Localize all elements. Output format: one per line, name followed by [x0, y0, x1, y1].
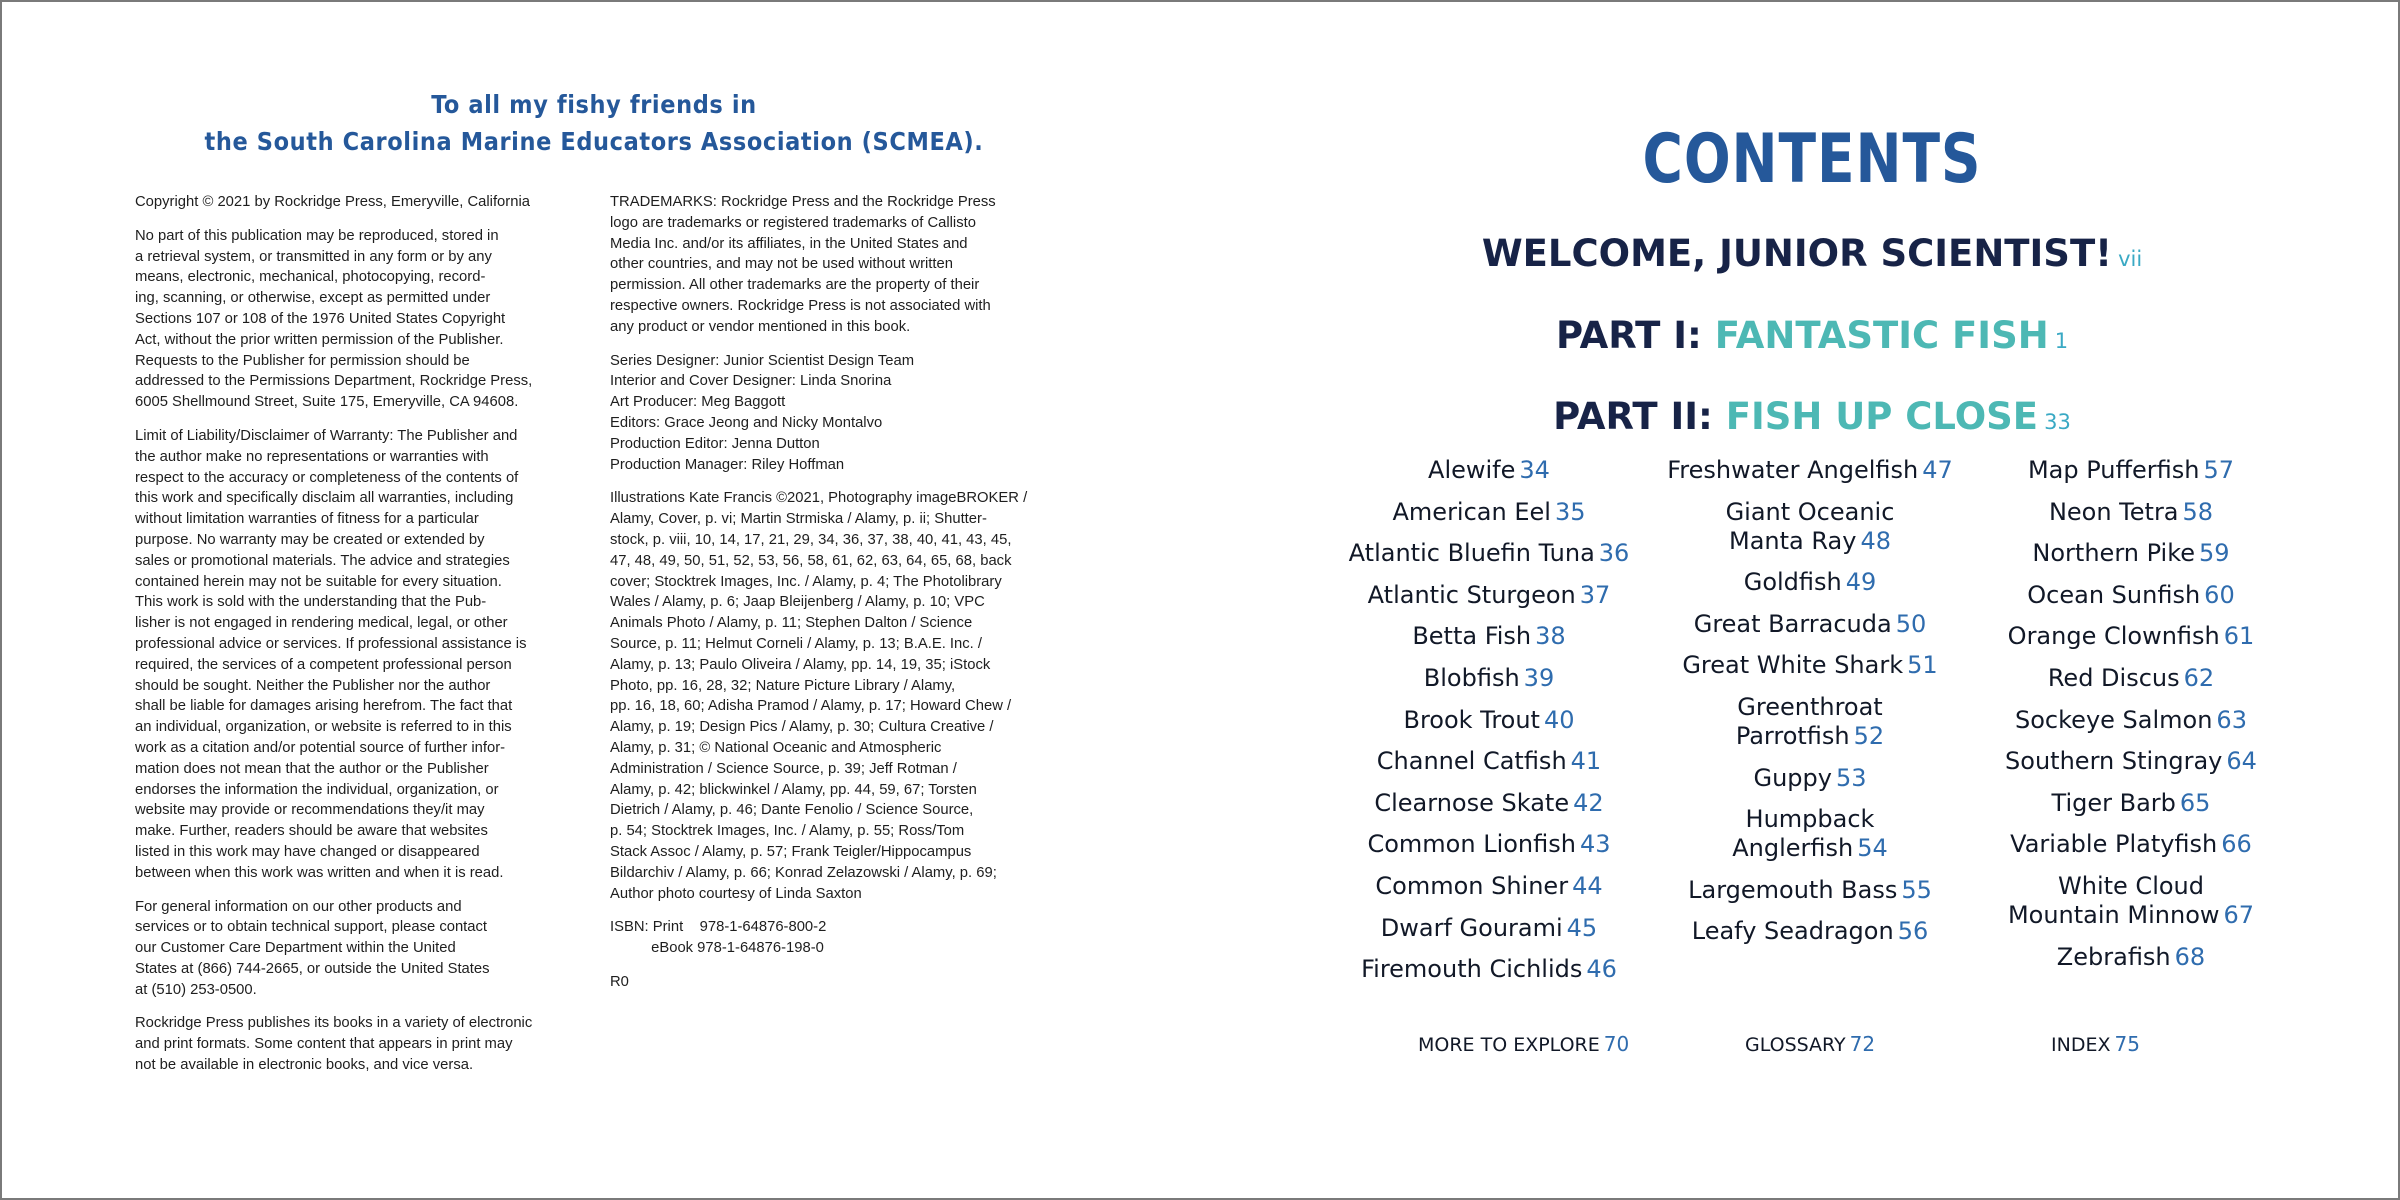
text-line: services or to obtain technical support, please contact — [135, 919, 488, 936]
toc-fish-entry[interactable] — [1339, 581, 1639, 610]
toc-fish-page: 63 — [2216, 705, 2247, 734]
toc-fish-name: Mountain Minnow — [2007, 900, 2220, 929]
text-line: purpose. No warranty may be created or extended by — [135, 531, 485, 548]
toc-fish-entry[interactable] — [1981, 498, 2281, 527]
toc-fish-name: Alewife — [1428, 456, 1516, 484]
toc-fish-entry[interactable] — [1981, 943, 2281, 972]
toc-fish-name: Orange Clownfish — [2007, 622, 2220, 651]
toc-index-label: INDEX — [2051, 1034, 2111, 1056]
toc-fish-page: 41 — [1570, 747, 1602, 776]
toc-fish-entry[interactable] — [1339, 664, 1639, 693]
toc-fish-entry[interactable] — [1981, 872, 2281, 930]
toc-index-page: 75 — [2114, 1032, 2140, 1056]
toc-fish-page: 35 — [1554, 497, 1586, 526]
toc-fish-name: Neon Tetra — [2048, 497, 2179, 526]
text-line: and print formats. Some content that appears in print may — [135, 1036, 513, 1053]
toc-fish-name: Humpback — [1745, 805, 1875, 834]
toc-fish-page: 38 — [1535, 622, 1566, 651]
text-line: between when this work was written and when it is read. — [135, 864, 504, 881]
toc-fish-page: 52 — [1853, 721, 1885, 750]
toc-fish-name: Largemouth Bass — [1688, 875, 1898, 904]
toc-fish-name: Firemouth Cichlids — [1361, 955, 1583, 984]
text-line: ing, scanning, or otherwise, except as permitted under — [135, 290, 491, 307]
toc-fish-entry[interactable] — [1339, 914, 1639, 943]
toc-fish-name: Goldfish — [1743, 568, 1842, 597]
text-line: other countries, and may not be used without written — [610, 256, 953, 273]
text-line: eBook 978-1-64876-198-0 — [610, 940, 824, 957]
toc-fish-page: 45 — [1566, 913, 1598, 942]
toc-part-2-title: FISH UP CLOSE — [1725, 395, 2039, 438]
toc-part-1-page: 1 — [2054, 329, 2069, 353]
text-line: not be available in electronic books, and vice versa. — [135, 1057, 474, 1074]
toc-fish-name: Atlantic Sturgeon — [1367, 580, 1576, 609]
text-line: Series Designer: Junior Scientist Design Team — [610, 352, 915, 369]
copyright-notice: Copyright © 2021 by Rockridge Press, Emeryville, California — [135, 194, 530, 210]
toc-fish-name: Freshwater Angelfish — [1667, 456, 1919, 484]
toc-fish-column-3 — [1981, 456, 2281, 984]
text-line: at (510) 253-0500. — [135, 981, 257, 998]
text-line: Alamy, p. 13; Paulo Oliveira / Alamy, pp. 14, 19, 35; iStock — [610, 656, 991, 673]
toc-part-1-prefix: PART I: — [1555, 314, 1702, 357]
toc-fish-page: 57 — [2203, 456, 2235, 484]
text-line: Interior and Cover Designer: Linda Snorina — [610, 373, 892, 390]
toc-fish-name: Manta Ray — [1729, 526, 1857, 555]
text-line: Source, p. 11; Helmut Corneli / Alamy, p. 13; B.A.E. Inc. / — [610, 635, 983, 652]
toc-fish-column-1 — [1339, 456, 1639, 997]
toc-more-to-explore-page: 70 — [1603, 1032, 1630, 1056]
toc-fish-page: 51 — [1907, 651, 1938, 680]
toc-more-to-explore[interactable] — [1418, 1030, 1629, 1059]
toc-fish-name: Greenthroat — [1737, 692, 1883, 721]
toc-welcome-page: vii — [2118, 247, 2143, 271]
toc-fish-page: 43 — [1579, 830, 1611, 859]
dedication — [132, 86, 1056, 160]
text-line: ISBN: Print 978-1-64876-800-2 — [610, 919, 827, 936]
text-line: TRADEMARKS: Rockridge Press and the Rockridge Press — [610, 194, 996, 210]
toc-fish-page: 55 — [1901, 875, 1932, 904]
text-line: contained herein may not be suitable for every situation. — [135, 573, 502, 590]
toc-fish-page: 60 — [2204, 580, 2235, 609]
toc-fish-page: 61 — [2223, 622, 2255, 651]
toc-fish-page: 36 — [1598, 539, 1630, 568]
toc-fish-name: American Eel — [1392, 497, 1551, 526]
text-line: respective owners. Rockridge Press is not associated with — [610, 297, 991, 314]
text-line: Alamy, p. 31; © National Oceanic and Atmospheric — [610, 739, 942, 756]
toc-fish-page: 47 — [1922, 456, 1953, 484]
toc-fish-name: Zebrafish — [2056, 942, 2171, 971]
toc-fish-entry[interactable] — [1660, 876, 1960, 905]
toc-fish-entry[interactable] — [1981, 706, 2281, 735]
text-line: States at (866) 744-2665, or outside the United States — [135, 960, 490, 977]
text-line: required, the services of a competent professional person — [135, 656, 512, 673]
toc-fish-entry[interactable] — [1339, 872, 1639, 901]
text-line: 6005 Shellmound Street, Suite 175, Emeryville, CA 94608. — [135, 394, 519, 411]
text-line: logo are trademarks or registered trademarks of Callisto — [610, 214, 976, 231]
toc-fish-page: 50 — [1895, 609, 1927, 638]
toc-fish-name: Channel Catfish — [1376, 747, 1567, 776]
text-line: Limit of Liability/Disclaimer of Warranty: The Publisher and — [135, 427, 518, 444]
toc-part-2-page: 33 — [2044, 410, 2071, 434]
toc-fish-entry[interactable] — [1339, 456, 1639, 485]
text-line: should be sought. Neither the Publisher nor the author — [135, 677, 491, 694]
text-line: permission. All other trademarks are the property of their — [610, 277, 980, 294]
text-line: Dietrich / Alamy, p. 46; Dante Fenolio / Science Source, — [610, 802, 974, 819]
toc-fish-page: 66 — [2221, 830, 2252, 859]
text-line: endorses the information the individual, organization, or — [135, 781, 499, 798]
toc-fish-page: 37 — [1579, 580, 1611, 609]
toc-fish-entry[interactable] — [1660, 764, 1960, 793]
text-line: sales or promotional materials. The advice and strategies — [135, 552, 510, 569]
text-line: Bildarchiv / Alamy, p. 66; Konrad Zelazowski / Alamy, p. 69; — [610, 864, 997, 881]
text-line: Illustrations Kate Francis ©2021, Photography imageBROKER / — [610, 490, 1028, 507]
text-line: stock, p. viii, 10, 14, 17, 21, 29, 34, 36, 37, 38, 40, 41, 43, 45, — [610, 531, 1012, 548]
text-line: Animals Photo / Alamy, p. 11; Stephen Dalton / Science — [610, 615, 973, 632]
copyright-column-left — [135, 192, 585, 1089]
toc-fish-page: 46 — [1586, 955, 1617, 984]
toc-fish-name: Dwarf Gourami — [1380, 913, 1563, 942]
toc-fish-name: White Cloud — [2058, 871, 2204, 900]
toc-part-2-prefix: PART II: — [1553, 395, 1713, 438]
liability-paragraph — [135, 426, 585, 884]
toc-fish-page: 53 — [1835, 763, 1867, 792]
text-line: this work and specifically disclaim all warranties, including — [135, 490, 514, 507]
toc-fish-page: 62 — [2183, 663, 2215, 692]
text-line: Stack Assoc / Alamy, p. 57; Frank Teigler/Hippocampus — [610, 843, 972, 860]
toc-fish-name: Variable Platyfish — [2010, 830, 2218, 859]
printing-code: R0 — [610, 973, 629, 990]
toc-welcome-label: WELCOME, JUNIOR SCIENTIST! — [1481, 232, 2113, 275]
text-line: website may provide or recommendations they/it may — [135, 802, 485, 819]
text-line: 47, 48, 49, 50, 51, 52, 53, 56, 58, 61, 62, 63, 64, 65, 68, back — [610, 552, 1012, 569]
text-line: Photo, pp. 16, 28, 32; Nature Picture Library / Alamy, — [610, 677, 956, 694]
toc-fish-name: Brook Trout — [1403, 705, 1540, 734]
isbn-block — [610, 917, 1060, 959]
toc-fish-page: 68 — [2174, 942, 2206, 971]
dedication-line-2: the South Carolina Marine Educators Association (SCMEA). — [204, 127, 984, 156]
toc-fish-page: 65 — [2179, 788, 2211, 817]
text-line: means, electronic, mechanical, photocopying, record- — [135, 269, 486, 286]
text-line: our Customer Care Department within the United — [135, 940, 456, 957]
rights-paragraph — [135, 226, 585, 413]
toc-part-1-title: FANTASTIC FISH — [1714, 314, 2049, 357]
toc-part-2[interactable] — [1312, 393, 2312, 446]
text-line: Production Editor: Jenna Dutton — [610, 435, 820, 452]
toc-welcome[interactable] — [1312, 230, 2312, 283]
text-line: Editors: Grace Jeong and Nicky Montalvo — [610, 414, 883, 431]
text-line: Requests to the Publisher for permission should be — [135, 352, 470, 369]
toc-fish-name: Giant Oceanic — [1725, 497, 1895, 526]
toc-fish-name: Common Shiner — [1375, 871, 1569, 900]
text-line: Administration / Science Source, p. 39; Jeff Rotman / — [610, 760, 957, 777]
toc-fish-page: 44 — [1572, 871, 1603, 900]
text-line: mation does not mean that the author or the Publisher — [135, 760, 489, 777]
toc-fish-page: 34 — [1519, 456, 1550, 484]
toc-fish-entry[interactable] — [1660, 651, 1960, 680]
toc-fish-entry[interactable] — [1660, 498, 1960, 556]
toc-fish-entry[interactable] — [1981, 539, 2281, 568]
text-line: addressed to the Permissions Department, Rockridge Press, — [135, 373, 533, 390]
text-line: Production Manager: Riley Hoffman — [610, 456, 845, 473]
toc-fish-page: 54 — [1857, 834, 1888, 863]
text-line: make. Further, readers should be aware that websites — [135, 823, 488, 840]
toc-fish-entry[interactable] — [1981, 747, 2281, 776]
text-line: any product or vendor mentioned in this book. — [610, 318, 911, 335]
toc-index[interactable] — [2051, 1030, 2140, 1059]
text-line: work as a citation and/or potential source of further infor- — [135, 739, 506, 756]
text-line: a retrieval system, or transmitted in any form or by any — [135, 248, 492, 265]
toc-glossary-page: 72 — [1849, 1032, 1876, 1056]
toc-fish-entry[interactable] — [1660, 917, 1960, 946]
text-line: p. 54; Stocktrek Images, Inc. / Alamy, p. 55; Ross/Tom — [610, 823, 965, 840]
toc-fish-page: 58 — [2182, 497, 2214, 526]
text-line: Alamy, p. 19; Design Pics / Alamy, p. 30; Cultura Creative / — [610, 719, 994, 736]
toc-fish-entry[interactable] — [1660, 693, 1960, 751]
toc-fish-page: 40 — [1543, 705, 1575, 734]
toc-fish-name: Map Pufferfish — [2027, 456, 2200, 484]
text-line: For general information on our other products and — [135, 898, 462, 915]
toc-fish-name: Leafy Seadragon — [1691, 917, 1894, 946]
toc-fish-column-2 — [1660, 456, 1960, 959]
toc-fish-entry[interactable] — [1981, 581, 2281, 610]
text-line: Act, without the prior written permission of the Publisher. — [135, 331, 504, 348]
toc-fish-entry[interactable] — [1660, 805, 1960, 863]
text-line: without limitation warranties of fitness for a particular — [135, 511, 479, 528]
text-line: Wales / Alamy, p. 6; Jaap Bleijenberg / Alamy, p. 10; VPC — [610, 594, 985, 611]
text-line: professional advice or services. If professional assistance is — [135, 635, 527, 652]
toc-fish-name: Tiger Barb — [2051, 788, 2176, 817]
toc-fish-entry[interactable] — [1981, 664, 2281, 693]
toc-fish-entry[interactable] — [1981, 789, 2281, 818]
toc-fish-name: Sockeye Salmon — [2015, 705, 2213, 734]
text-line: Art Producer: Meg Baggott — [610, 394, 786, 411]
toc-fish-entry[interactable] — [1660, 456, 1960, 485]
text-line: Alamy, Cover, p. vi; Martin Strmiska / Alamy, p. ii; Shutter- — [610, 511, 987, 528]
text-line: Sections 107 or 108 of the 1976 United States Copyright — [135, 310, 506, 327]
toc-fish-name: Northern Pike — [2032, 539, 2196, 568]
toc-glossary[interactable] — [1745, 1030, 1875, 1059]
text-line: This work is sold with the understanding that the Pub- — [135, 594, 487, 611]
text-line: Alamy, p. 42; blickwinkel / Alamy, pp. 44, 59, 67; Torsten — [610, 781, 977, 798]
toc-fish-entry[interactable] — [1339, 539, 1639, 568]
toc-fish-name: Common Lionfish — [1367, 830, 1576, 859]
toc-fish-page: 59 — [2199, 539, 2230, 568]
text-line: cover; Stocktrek Images, Inc. / Alamy, p. 4; The Photolibrary — [610, 573, 1002, 590]
text-line: lisher is not engaged in rendering medical, legal, or other — [135, 615, 508, 632]
toc-fish-entry[interactable] — [1981, 456, 2281, 485]
toc-fish-entry[interactable] — [1339, 955, 1639, 984]
text-line: Author photo courtesy of Linda Saxton — [610, 885, 862, 902]
toc-fish-entry[interactable] — [1981, 830, 2281, 859]
text-line: Media Inc. and/or its affiliates, in the United States and — [610, 235, 968, 252]
toc-fish-name: Clearnose Skate — [1374, 788, 1570, 817]
toc-glossary-label: GLOSSARY — [1745, 1034, 1846, 1056]
illustrations-paragraph — [610, 488, 1060, 904]
toc-fish-entry[interactable] — [1339, 622, 1639, 651]
toc-part-1[interactable] — [1312, 312, 2312, 365]
toc-fish-entry[interactable] — [1660, 568, 1960, 597]
toc-more-to-explore-label: MORE TO EXPLORE — [1418, 1034, 1600, 1056]
trademarks-paragraph — [610, 192, 1060, 338]
toc-fish-name: Ocean Sunfish — [2027, 580, 2201, 609]
toc-fish-entry[interactable] — [1660, 610, 1960, 639]
toc-fish-name: Guppy — [1753, 763, 1832, 792]
text-line: listed in this work may have changed or disappeared — [135, 843, 480, 860]
credits-paragraph — [610, 351, 1060, 476]
text-line: shall be liable for damages arising herefrom. The fact that — [135, 698, 513, 715]
toc-fish-entry[interactable] — [1339, 830, 1639, 859]
text-line: pp. 16, 18, 60; Adisha Pramod / Alamy, p. 17; Howard Chew / — [610, 698, 1012, 715]
dedication-line-1: To all my fishy friends in — [431, 90, 757, 119]
toc-fish-name: Betta Fish — [1412, 622, 1532, 651]
toc-fish-name: Great Barracuda — [1693, 609, 1892, 638]
contents-title: CONTENTS — [1642, 120, 1982, 199]
support-paragraph — [135, 897, 585, 1001]
toc-fish-page: 56 — [1897, 917, 1929, 946]
toc-fish-page: 48 — [1860, 526, 1891, 555]
toc-fish-entry[interactable] — [1339, 498, 1639, 527]
text-line: Rockridge Press publishes its books in a variety of electronic — [135, 1015, 533, 1032]
toc-fish-name: Parrotfish — [1735, 721, 1850, 750]
text-line: an individual, organization, or website is referred to in this — [135, 719, 512, 736]
toc-fish-entry[interactable] — [1339, 747, 1639, 776]
toc-fish-entry[interactable] — [1339, 789, 1639, 818]
formats-paragraph — [135, 1013, 585, 1075]
toc-fish-page: 64 — [2226, 747, 2257, 776]
text-line: respect to the accuracy or completeness of the contents of — [135, 469, 519, 486]
toc-fish-name: Great White Shark — [1682, 651, 1904, 680]
toc-fish-name: Red Discus — [2047, 663, 2180, 692]
toc-fish-entry[interactable] — [1339, 706, 1639, 735]
toc-fish-page: 42 — [1573, 788, 1604, 817]
text-line: the author make no representations or warranties with — [135, 448, 489, 465]
copyright-column-right — [610, 192, 1060, 1006]
toc-fish-page: 67 — [2223, 900, 2255, 929]
toc-fish-name: Blobfish — [1423, 663, 1520, 692]
text-line: No part of this publication may be reproduced, stored in — [135, 227, 499, 244]
toc-fish-page: 39 — [1523, 663, 1555, 692]
toc-fish-name: Atlantic Bluefin Tuna — [1348, 539, 1595, 568]
toc-fish-page: 49 — [1845, 568, 1877, 597]
toc-fish-entry[interactable] — [1981, 622, 2281, 651]
toc-fish-name: Southern Stingray — [2005, 747, 2223, 776]
toc-fish-name: Anglerfish — [1732, 834, 1854, 863]
